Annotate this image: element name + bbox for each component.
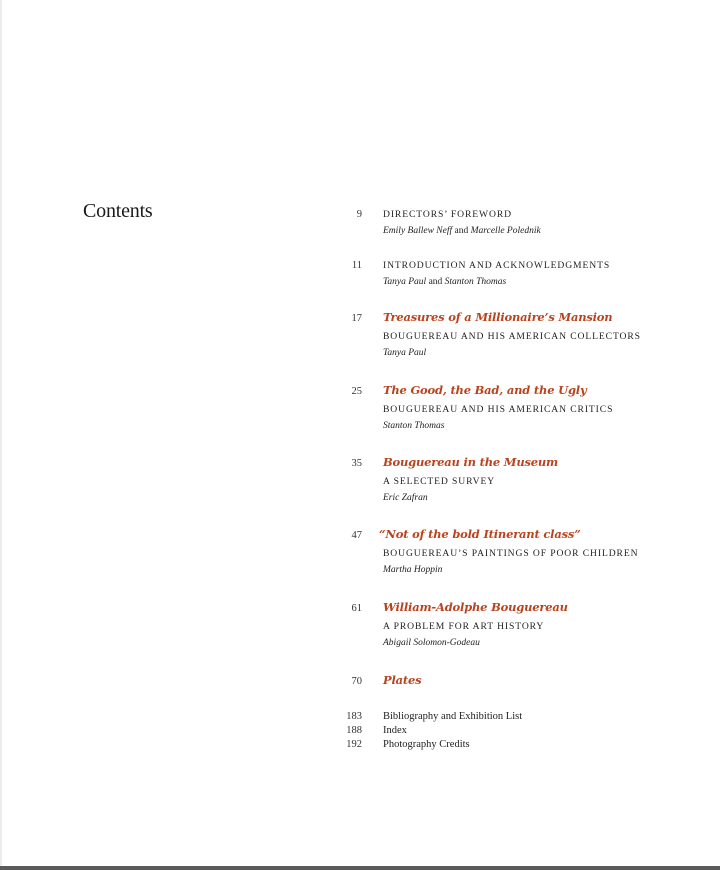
- page-number: 70: [351, 676, 362, 687]
- author-name: Emily Ballew Neff: [383, 226, 453, 236]
- author-name: Eric Zafran: [383, 493, 428, 503]
- author-name: Martha Hoppin: [383, 565, 443, 575]
- essay-subtitle: BOUGUEREAU AND HIS AMERICAN CRITICS: [383, 404, 614, 415]
- page-number: 17: [351, 313, 362, 324]
- page-title: Contents: [83, 200, 153, 222]
- author-name: Stanton Thomas: [444, 277, 507, 287]
- essay-title: Treasures of a Millionaire’s Mansion: [383, 310, 613, 324]
- page-number: 35: [351, 458, 362, 469]
- page-number: 188: [346, 725, 362, 736]
- back-matter-label: Bibliography and Exhibition List: [383, 711, 523, 722]
- essay-title: The Good, the Bad, and the Ugly: [383, 383, 587, 397]
- essay-title: Plates: [383, 673, 422, 687]
- page-number: 25: [351, 386, 362, 397]
- essay-subtitle: A SELECTED SURVEY: [383, 476, 496, 487]
- author-name: Tanya Paul: [383, 277, 427, 287]
- back-matter-label: Index: [383, 725, 407, 736]
- author-joiner: and: [452, 226, 471, 236]
- essay-title: Bouguereau in the Museum: [383, 455, 558, 469]
- author-name: Abigail Solomon-Godeau: [383, 638, 480, 648]
- author-name: Marcelle Polednik: [470, 226, 541, 236]
- section-title: INTRODUCTION AND ACKNOWLEDGMENTS: [383, 260, 611, 271]
- essay-subtitle: A PROBLEM FOR ART HISTORY: [383, 621, 545, 632]
- page-number: 9: [356, 209, 362, 220]
- essay-subtitle: BOUGUEREAU’S PAINTINGS OF POOR CHILDREN: [383, 548, 639, 559]
- page-number: 192: [346, 739, 362, 750]
- bottom-rule: [0, 866, 720, 870]
- author-name: Stanton Thomas: [383, 421, 445, 431]
- page-edge: [0, 0, 2, 866]
- back-matter-label: Photography Credits: [383, 739, 470, 750]
- section-title: DIRECTORS’ FOREWORD: [383, 209, 512, 220]
- page-number: 47: [351, 530, 362, 541]
- essay-title: “Not of the bold Itinerant class”: [379, 527, 581, 541]
- author-name: Tanya Paul: [383, 348, 427, 358]
- page-number: 183: [346, 711, 362, 722]
- essay-subtitle: BOUGUEREAU AND HIS AMERICAN COLLECTORS: [383, 331, 641, 342]
- essay-title: William-Adolphe Bouguereau: [383, 600, 568, 614]
- page-number: 61: [351, 603, 362, 614]
- author-line: [383, 277, 506, 287]
- page-number: 11: [351, 260, 362, 271]
- author-joiner: and: [426, 277, 445, 287]
- author-line: [383, 226, 541, 236]
